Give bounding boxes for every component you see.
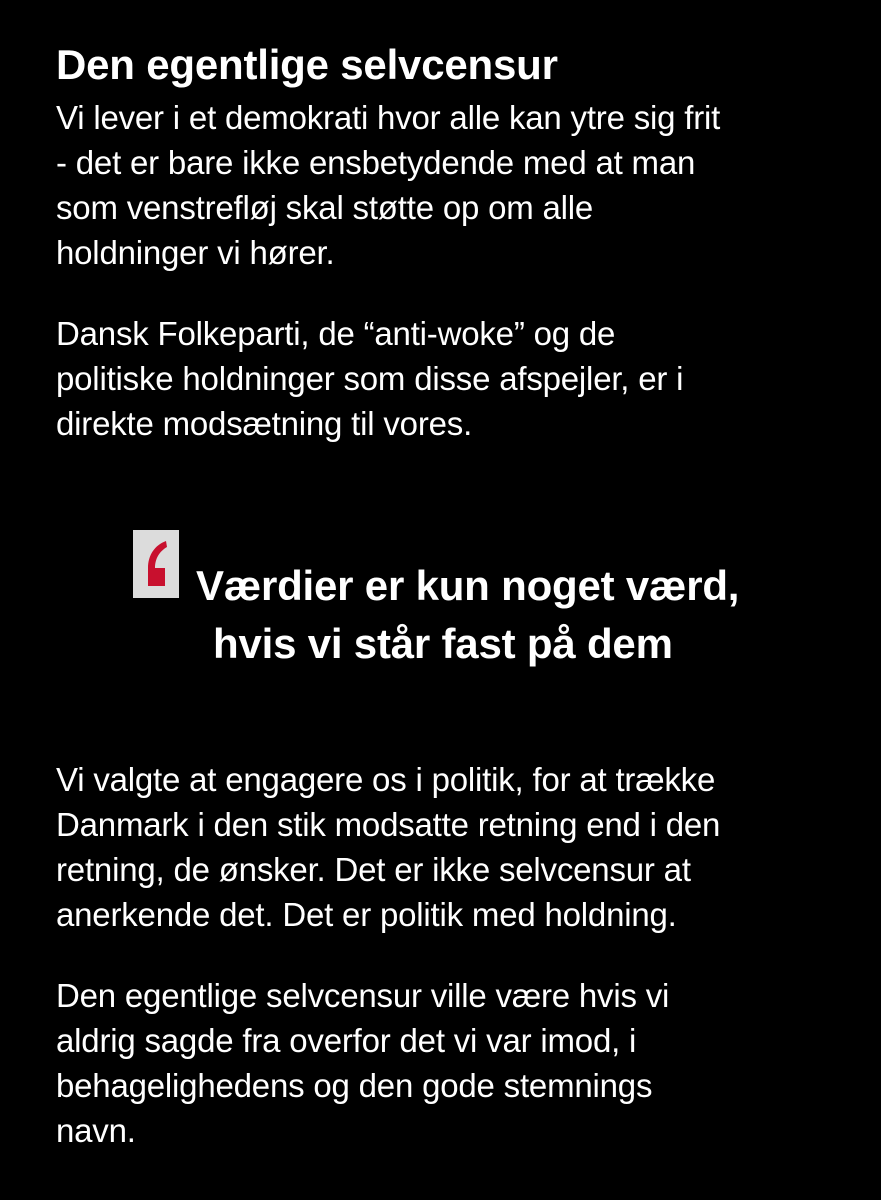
quote-mark-svg [133,530,179,598]
paragraph-line: behagelighedens og den gode stemnings [56,1067,653,1104]
paragraph-line: navn. [56,1112,136,1149]
paragraph-line: politiske holdninger som disse afspejler, er i [56,360,684,397]
paragraph-intro [56,95,856,275]
paragraph-line: holdninger vi hører. [56,234,335,271]
page-title: Den egentlige selvcensur [56,41,558,88]
paragraph-line: Den egentlige selvcensur ville være hvis vi [56,977,670,1014]
paragraph-line: Vi valgte at engagere os i politik, for at trække [56,761,716,798]
paragraph-line: som venstrefløj skal støtte op om alle [56,189,594,226]
paragraph-line: retning, de ønsker. Det er ikke selvcensur at [56,851,691,888]
pull-quote [0,528,881,678]
paragraph-line: aldrig sagde fra overfor det vi var imod, i [56,1022,637,1059]
paragraph-opposition [56,311,856,446]
paragraph-conclusion [56,973,856,1153]
paragraph-engagement [56,757,856,937]
quote-line: hvis vi står fast på dem [213,620,673,667]
paragraph-line: direkte modsætning til vores. [56,405,473,442]
paragraph-line: - det er bare ikke ensbetydende med at man [56,144,696,181]
quote-line: Værdier er kun noget værd, [196,562,740,609]
paragraph-line: anerkende det. Det er politik med holdning. [56,896,677,933]
paragraph-line: Danmark i den stik modsatte retning end i den [56,806,721,843]
paragraph-line: Dansk Folkeparti, de “anti-woke” og de [56,315,616,352]
paragraph-line: Vi lever i et demokrati hvor alle kan ytre sig frit [56,99,721,136]
quote-mark-icon [133,530,179,598]
